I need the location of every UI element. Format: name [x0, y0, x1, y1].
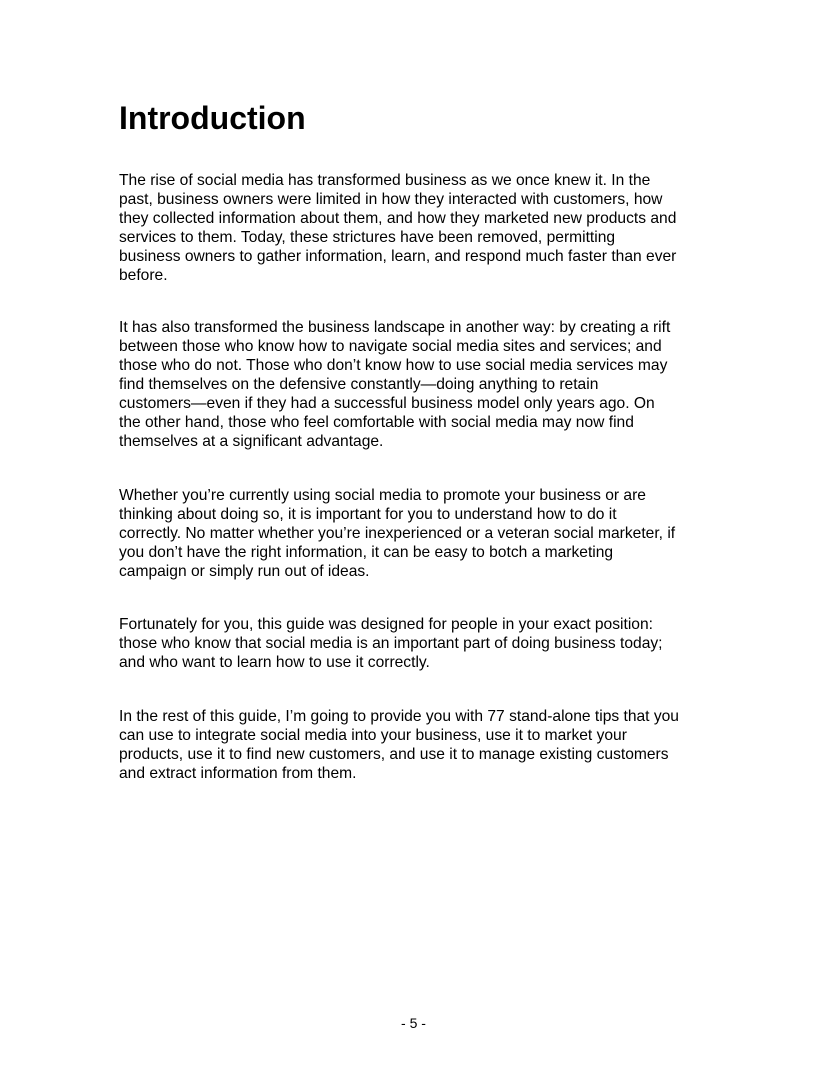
paragraph-3: Whether you’re currently using social media to promote your business or are thinking about doing so, it is important for you to understand how to do it correctly. No matter whether you’re inexperienced or a veteran social marketer, if you don’t have the right information, it can be easy to botch a marketing campaign or simply run out of ideas.: [119, 487, 676, 580]
page-number: - 5 -: [401, 1015, 426, 1031]
paragraph-5: In the rest of this guide, I’m going to provide you with 77 stand-alone tips that you can use to integrate social media into your business, use it to market your products, use it to find new customers, and use it to manage existing customers and extract information from them.: [119, 708, 679, 782]
paragraph-1: The rise of social media has transformed business as we once knew it. In the past, business owners were limited in how they interacted with customers, how they collected information about them, and how they marketed new products and services to them. Today, these strictures have been removed, permitting business owners to gather information, learn, and respond much faster than ever before.: [119, 172, 677, 284]
page-title: Introduction: [119, 100, 306, 136]
paragraph-4: Fortunately for you, this guide was designed for people in your exact position: those who know that social media is an important part of doing business today; and who want to learn how to use it correctly.: [119, 616, 663, 671]
paragraph-2: It has also transformed the business landscape in another way: by creating a rift between those who know how to navigate social media sites and services; and those who do not. Those who don’t know how to use social media services may find themselves on the defensive constantly—doing anything to retain customers—even if they had a successful business model only years ago. On the other hand, those who feel comfortable with social media may now find themselves at a significant advantage.: [119, 319, 671, 450]
